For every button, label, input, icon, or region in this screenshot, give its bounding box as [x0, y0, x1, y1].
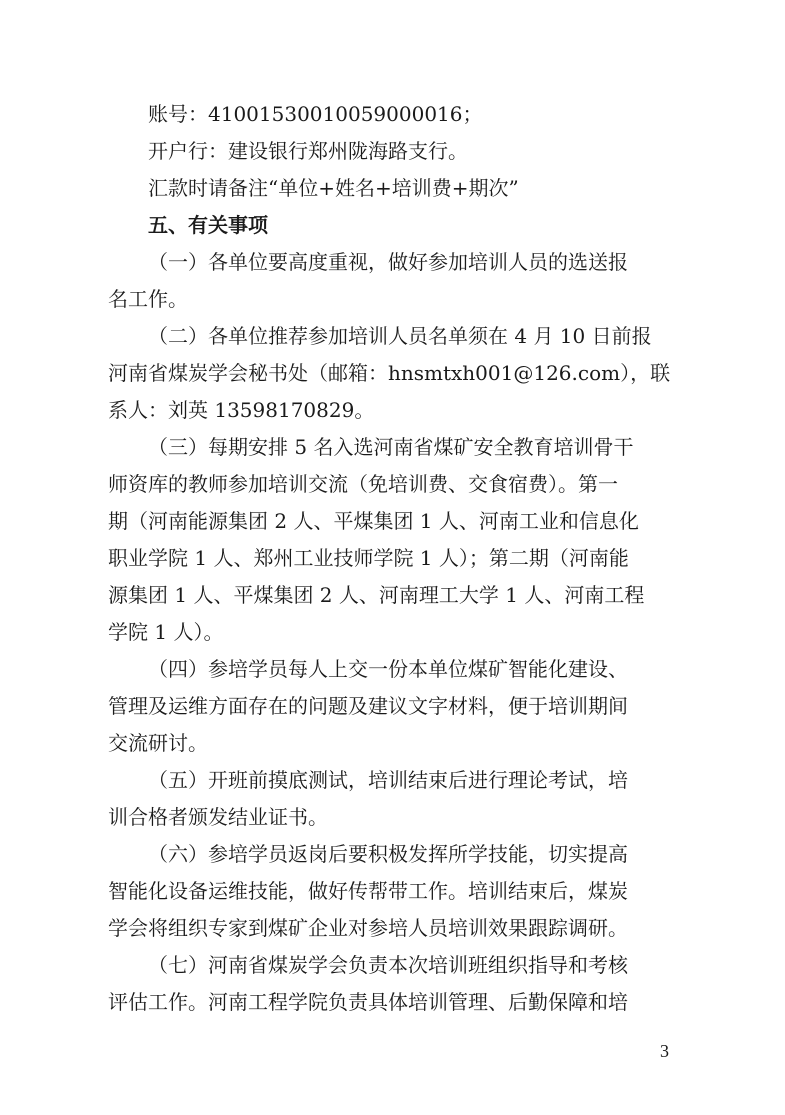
item-line: 师资库的教师参加培训交流（免培训费、交食宿费）。第一 [108, 472, 618, 496]
item-line: （五）开班前摸底测试，培训结束后进行理论考试，培 [148, 768, 628, 792]
item-line: 学院 1 人）。 [108, 620, 224, 644]
item-4 [108, 651, 678, 762]
item-3 [108, 429, 678, 651]
item-line: 交流研讨。 [108, 731, 208, 755]
item-line: （一）各单位要高度重视，做好参加培训人员的选送报 [148, 250, 628, 274]
item-6 [108, 836, 678, 947]
bank-line: 开户行：建设银行郑州陇海路支行。 [148, 139, 468, 163]
section-heading: 五、有关事项 [148, 213, 268, 237]
page-number: 3 [660, 1041, 669, 1061]
remark-line: 汇款时请备注“单位+姓名+培训费+期次” [148, 176, 519, 200]
item-line: 管理及运维方面存在的问题及建议文字材料，便于培训期间 [108, 694, 628, 718]
item-line: 源集团 1 人、平煤集团 2 人、河南理工大学 1 人、河南工程 [108, 583, 645, 607]
item-1 [108, 244, 678, 318]
item-line: （二）各单位推荐参加培训人员名单须在 4 月 10 日前报 [148, 324, 652, 348]
item-line: （七）河南省煤炭学会负责本次培训班组织指导和考核 [148, 953, 628, 977]
item-line: 系人：刘英 13598170829。 [108, 398, 375, 422]
item-line: 名工作。 [108, 287, 188, 311]
item-5 [108, 762, 678, 836]
item-line: （四）参培学员每人上交一份本单位煤矿智能化建设、 [148, 657, 628, 681]
item-line: 学会将组织专家到煤矿企业对参培人员培训效果跟踪调研。 [108, 916, 628, 940]
item-line: 训合格者颁发结业证书。 [108, 805, 328, 829]
item-line: （三）每期安排 5 名入选河南省煤矿安全教育培训骨干 [148, 435, 634, 459]
item-line: 期（河南能源集团 2 人、平煤集团 1 人、河南工业和信息化 [108, 509, 639, 533]
item-2 [108, 318, 678, 429]
item-line: 智能化设备运维技能，做好传帮带工作。培训结束后，煤炭 [108, 879, 628, 903]
item-line: 职业学院 1 人、郑州工业技师学院 1 人）；第二期（河南能 [108, 546, 629, 570]
document-body [108, 96, 678, 1021]
account-line: 账号：41001530010059000016； [148, 102, 483, 126]
item-line: 河南省煤炭学会秘书处（邮箱：hnsmtxh001@126.com），联 [108, 361, 671, 385]
item-7 [108, 947, 678, 1021]
item-line: 评估工作。河南工程学院负责具体培训管理、后勤保障和培 [108, 990, 628, 1014]
item-line: （六）参培学员返岗后要积极发挥所学技能，切实提高 [148, 842, 628, 866]
